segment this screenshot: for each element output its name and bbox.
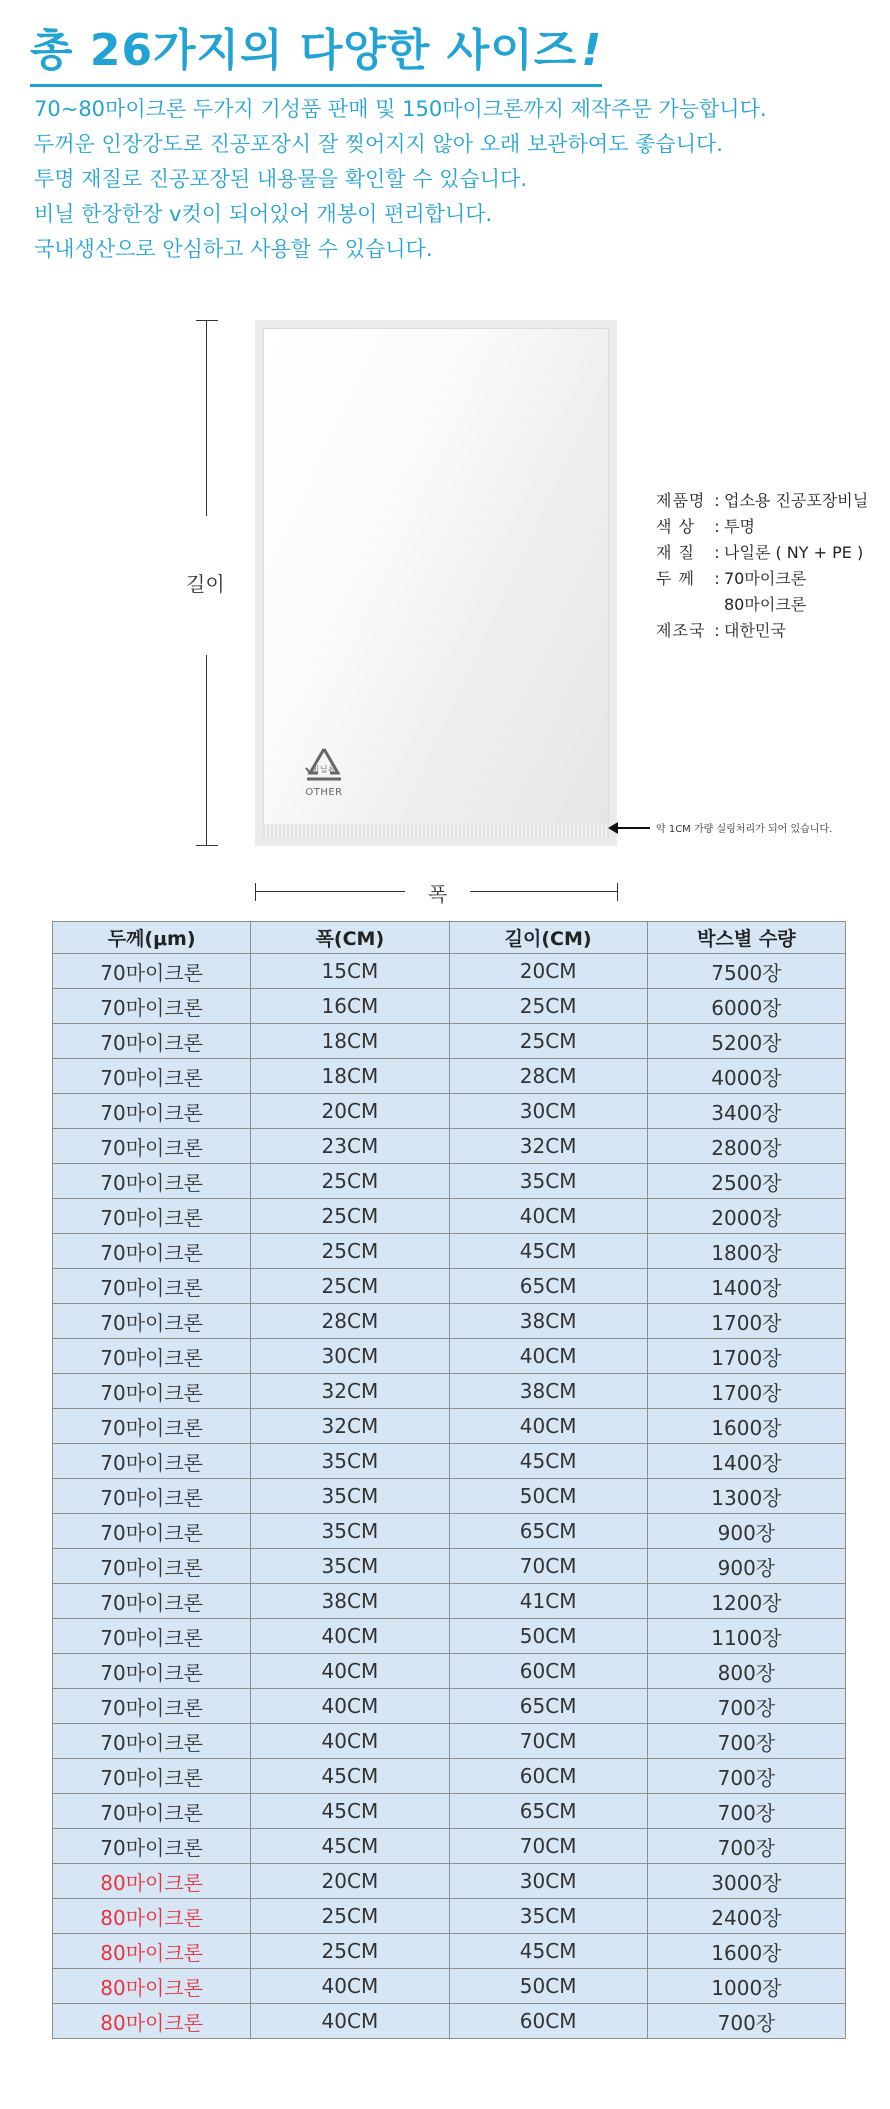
cell-box-quantity: 3400장: [647, 1094, 845, 1129]
table-row: [53, 1759, 846, 1794]
cell-length: 40CM: [449, 1199, 647, 1234]
cell-width: 25CM: [251, 1269, 449, 1304]
table-row: [53, 1899, 846, 1934]
recycle-mark-word: OTHER: [305, 787, 343, 798]
cell-thickness: 70마이크론: [53, 1794, 251, 1829]
cell-width: 25CM: [251, 1234, 449, 1269]
intro-line: 국내생산으로 안심하고 사용할 수 있습니다.: [34, 237, 433, 261]
cell-thickness: 70마이크론: [53, 989, 251, 1024]
cell-thickness: 70마이크론: [53, 1689, 251, 1724]
table-row: [53, 1969, 846, 2004]
spec-row: 두 께 : 70마이크론: [656, 566, 868, 592]
cell-thickness: 70마이크론: [53, 1584, 251, 1619]
cell-length: 45CM: [449, 1234, 647, 1269]
cell-thickness: 70마이크론: [53, 1409, 251, 1444]
cell-width: 35CM: [251, 1479, 449, 1514]
cell-length: 50CM: [449, 1479, 647, 1514]
spec-label: 제품명: [656, 491, 706, 510]
cell-thickness: 70마이크론: [53, 1479, 251, 1514]
cell-box-quantity: 7500장: [647, 954, 845, 989]
page-headline: [30, 14, 602, 87]
spec-row: 재 질 : 나일론 ( NY + PE ): [656, 540, 868, 566]
table-row: [53, 1829, 846, 1864]
cell-length: 38CM: [449, 1304, 647, 1339]
size-table: [52, 921, 846, 2039]
table-row: [53, 1724, 846, 1759]
table-row: [53, 1549, 846, 1584]
cell-width: 18CM: [251, 1024, 449, 1059]
intro-line: 두꺼운 인장강도로 진공포장시 잘 찢어지지 않아 오래 보관하여도 좋습니다.: [34, 132, 723, 156]
cell-length: 65CM: [449, 1689, 647, 1724]
table-row: [53, 1409, 846, 1444]
size-table-body: [53, 954, 846, 2039]
cell-width: 40CM: [251, 1619, 449, 1654]
table-row: [53, 1129, 846, 1164]
table-row: [53, 1864, 846, 1899]
table-header-row: [53, 922, 846, 954]
cell-box-quantity: 5200장: [647, 1024, 845, 1059]
table-row: [53, 1269, 846, 1304]
intro-paragraph: [34, 92, 767, 267]
length-dimension-bottom-cap: [196, 845, 218, 846]
cell-box-quantity: 900장: [647, 1549, 845, 1584]
cell-box-quantity: 2400장: [647, 1899, 845, 1934]
cell-width: 18CM: [251, 1059, 449, 1094]
cell-width: 25CM: [251, 1199, 449, 1234]
cell-width: 40CM: [251, 1969, 449, 2004]
cell-width: 40CM: [251, 2004, 449, 2039]
spec-value: 대한민국: [724, 621, 786, 640]
cell-width: 38CM: [251, 1584, 449, 1619]
cell-box-quantity: 700장: [647, 1794, 845, 1829]
arrow-left-icon: [608, 822, 650, 834]
cell-thickness: 70마이크론: [53, 1024, 251, 1059]
table-row: [53, 1619, 846, 1654]
table-row: [53, 1479, 846, 1514]
cell-thickness: 70마이크론: [53, 1164, 251, 1199]
cell-box-quantity: 1600장: [647, 1409, 845, 1444]
table-row: [53, 1094, 846, 1129]
cell-length: 40CM: [449, 1339, 647, 1374]
cell-box-quantity: 700장: [647, 1759, 845, 1794]
cell-length: 25CM: [449, 1024, 647, 1059]
cell-length: 38CM: [449, 1374, 647, 1409]
cell-thickness: 70마이크론: [53, 1199, 251, 1234]
cell-thickness: 70마이크론: [53, 1094, 251, 1129]
cell-box-quantity: 1700장: [647, 1374, 845, 1409]
cell-width: 35CM: [251, 1549, 449, 1584]
cell-length: 50CM: [449, 1969, 647, 2004]
cell-box-quantity: 1300장: [647, 1479, 845, 1514]
table-row: [53, 954, 846, 989]
headline-exclamation: !: [581, 25, 603, 76]
cell-thickness: 70마이크론: [53, 1444, 251, 1479]
headline-text: 총 26가지의 다양한 사이즈: [30, 25, 578, 76]
table-row: [53, 1164, 846, 1199]
cell-thickness: 70마이크론: [53, 1829, 251, 1864]
table-row: [53, 1024, 846, 1059]
column-header-width: 폭(CM): [251, 922, 449, 954]
spec-value: 투명: [724, 517, 755, 536]
cell-box-quantity: 2800장: [647, 1129, 845, 1164]
cell-thickness: 70마이크론: [53, 1514, 251, 1549]
cell-width: 25CM: [251, 1934, 449, 1969]
table-row: [53, 1339, 846, 1374]
cell-thickness: 70마이크론: [53, 1059, 251, 1094]
recycle-mark-text: 비닐류: [311, 765, 337, 774]
width-dimension-right-cap: [617, 883, 618, 901]
cell-width: 28CM: [251, 1304, 449, 1339]
cell-length: 35CM: [449, 1164, 647, 1199]
intro-line: 70~80마이크론 두가지 기성품 판매 및 150마이크론까지 제작주문 가능합니다.: [34, 97, 767, 121]
cell-thickness: 70마이크론: [53, 1374, 251, 1409]
cell-box-quantity: 700장: [647, 1829, 845, 1864]
length-label: 길이: [186, 572, 225, 596]
cell-thickness: 70마이크론: [53, 1724, 251, 1759]
spec-row: [656, 592, 868, 618]
cell-width: 25CM: [251, 1899, 449, 1934]
cell-box-quantity: 1800장: [647, 1234, 845, 1269]
table-row: [53, 1689, 846, 1724]
cell-length: 60CM: [449, 1759, 647, 1794]
cell-length: 25CM: [449, 989, 647, 1024]
cell-length: 65CM: [449, 1269, 647, 1304]
cell-box-quantity: 800장: [647, 1654, 845, 1689]
spec-label: 색 상: [656, 517, 695, 536]
cell-length: 70CM: [449, 1829, 647, 1864]
cell-width: 40CM: [251, 1689, 449, 1724]
cell-thickness: 70마이크론: [53, 1304, 251, 1339]
table-row: [53, 989, 846, 1024]
cell-width: 15CM: [251, 954, 449, 989]
cell-width: 45CM: [251, 1794, 449, 1829]
cell-thickness: 70마이크론: [53, 1759, 251, 1794]
cell-width: 32CM: [251, 1374, 449, 1409]
cell-length: 65CM: [449, 1514, 647, 1549]
cell-box-quantity: 1100장: [647, 1619, 845, 1654]
column-header-thickness: 두께(μm): [53, 922, 251, 954]
spec-value: 70마이크론: [724, 569, 807, 588]
cell-box-quantity: 1700장: [647, 1339, 845, 1374]
spec-row: 제조국 : 대한민국: [656, 618, 868, 644]
cell-box-quantity: 3000장: [647, 1864, 845, 1899]
spec-row: 색 상 : 투명: [656, 514, 868, 540]
intro-line: 비닐 한장한장 v컷이 되어있어 개봉이 편리합니다.: [34, 202, 493, 226]
cell-box-quantity: 1600장: [647, 1934, 845, 1969]
cell-thickness: 70마이크론: [53, 1269, 251, 1304]
cell-length: 50CM: [449, 1619, 647, 1654]
column-header-box-quantity: 박스별 수량: [647, 922, 845, 954]
cell-box-quantity: 700장: [647, 1689, 845, 1724]
cell-thickness: 70마이크론: [53, 954, 251, 989]
table-row: [53, 1654, 846, 1689]
cell-length: 35CM: [449, 1899, 647, 1934]
cell-thickness: 80마이크론: [53, 1864, 251, 1899]
seal-note: [608, 820, 832, 835]
intro-line: 투명 재질로 진공포장된 내용물을 확인할 수 있습니다.: [34, 167, 528, 191]
seal-note-text: 약 1CM 가량 실링처리가 되어 있습니다.: [656, 824, 833, 835]
cell-length: 45CM: [449, 1934, 647, 1969]
cell-box-quantity: 700장: [647, 2004, 845, 2039]
table-row: [53, 1234, 846, 1269]
cell-thickness: 70마이크론: [53, 1549, 251, 1584]
table-row: [53, 1934, 846, 1969]
table-row: [53, 1584, 846, 1619]
cell-length: 28CM: [449, 1059, 647, 1094]
length-dimension-line-upper: [206, 320, 207, 516]
product-specs: [656, 488, 868, 644]
column-header-length: 길이(CM): [449, 922, 647, 954]
spec-row: 제품명 : 업소용 진공포장비닐: [656, 488, 868, 514]
cell-box-quantity: 2500장: [647, 1164, 845, 1199]
cell-width: 23CM: [251, 1129, 449, 1164]
cell-length: 65CM: [449, 1794, 647, 1829]
cell-box-quantity: 1400장: [647, 1269, 845, 1304]
cell-width: 16CM: [251, 989, 449, 1024]
cell-width: 20CM: [251, 1864, 449, 1899]
cell-thickness: 70마이크론: [53, 1654, 251, 1689]
spec-label: 재 질: [656, 543, 695, 562]
cell-box-quantity: 1000장: [647, 1969, 845, 2004]
cell-box-quantity: 1400장: [647, 1444, 845, 1479]
cell-box-quantity: 4000장: [647, 1059, 845, 1094]
cell-width: 45CM: [251, 1829, 449, 1864]
cell-length: 70CM: [449, 1549, 647, 1584]
cell-width: 20CM: [251, 1094, 449, 1129]
vacuum-bag-image: [255, 320, 617, 846]
cell-thickness: 80마이크론: [53, 1899, 251, 1934]
recycle-mark: [301, 746, 347, 798]
cell-width: 32CM: [251, 1409, 449, 1444]
table-row: [53, 1059, 846, 1094]
cell-box-quantity: 900장: [647, 1514, 845, 1549]
cell-width: 40CM: [251, 1654, 449, 1689]
width-dimension-line-right: [470, 891, 617, 892]
cell-length: 32CM: [449, 1129, 647, 1164]
width-dimension-line-left: [255, 891, 405, 892]
cell-box-quantity: 1700장: [647, 1304, 845, 1339]
cell-thickness: 70마이크론: [53, 1129, 251, 1164]
spec-value: 80마이크론: [724, 595, 807, 614]
cell-box-quantity: 700장: [647, 1724, 845, 1759]
cell-thickness: 80마이크론: [53, 1934, 251, 1969]
table-row: [53, 1514, 846, 1549]
spec-value: 나일론 ( NY + PE ): [724, 543, 864, 562]
cell-thickness: 70마이크론: [53, 1619, 251, 1654]
spec-label: 두 께: [656, 569, 695, 588]
table-row: [53, 1794, 846, 1829]
cell-length: 30CM: [449, 1864, 647, 1899]
spec-value: 업소용 진공포장비닐: [724, 491, 869, 510]
cell-thickness: 70마이크론: [53, 1234, 251, 1269]
table-row: [53, 2004, 846, 2039]
cell-length: 60CM: [449, 1654, 647, 1689]
table-row: [53, 1374, 846, 1409]
width-dimension-left-cap: [255, 883, 256, 901]
cell-width: 30CM: [251, 1339, 449, 1374]
cell-box-quantity: 2000장: [647, 1199, 845, 1234]
cell-width: 35CM: [251, 1444, 449, 1479]
cell-thickness: 80마이크론: [53, 2004, 251, 2039]
cell-box-quantity: 1200장: [647, 1584, 845, 1619]
spec-label: 제조국: [656, 621, 706, 640]
cell-length: 45CM: [449, 1444, 647, 1479]
cell-length: 70CM: [449, 1724, 647, 1759]
cell-width: 40CM: [251, 1724, 449, 1759]
cell-width: 45CM: [251, 1759, 449, 1794]
cell-thickness: 80마이크론: [53, 1969, 251, 2004]
length-dimension-line-lower: [206, 655, 207, 845]
width-label: 폭: [428, 882, 448, 906]
cell-thickness: 70마이크론: [53, 1339, 251, 1374]
table-row: [53, 1304, 846, 1339]
cell-length: 20CM: [449, 954, 647, 989]
length-dimension-top-cap: [196, 320, 218, 321]
table-row: [53, 1199, 846, 1234]
spec-label: [656, 592, 710, 618]
cell-length: 30CM: [449, 1094, 647, 1129]
cell-length: 40CM: [449, 1409, 647, 1444]
cell-width: 25CM: [251, 1164, 449, 1199]
cell-length: 60CM: [449, 2004, 647, 2039]
cell-box-quantity: 6000장: [647, 989, 845, 1024]
cell-length: 41CM: [449, 1584, 647, 1619]
product-figure: [0, 300, 890, 910]
table-row: [53, 1444, 846, 1479]
cell-width: 35CM: [251, 1514, 449, 1549]
